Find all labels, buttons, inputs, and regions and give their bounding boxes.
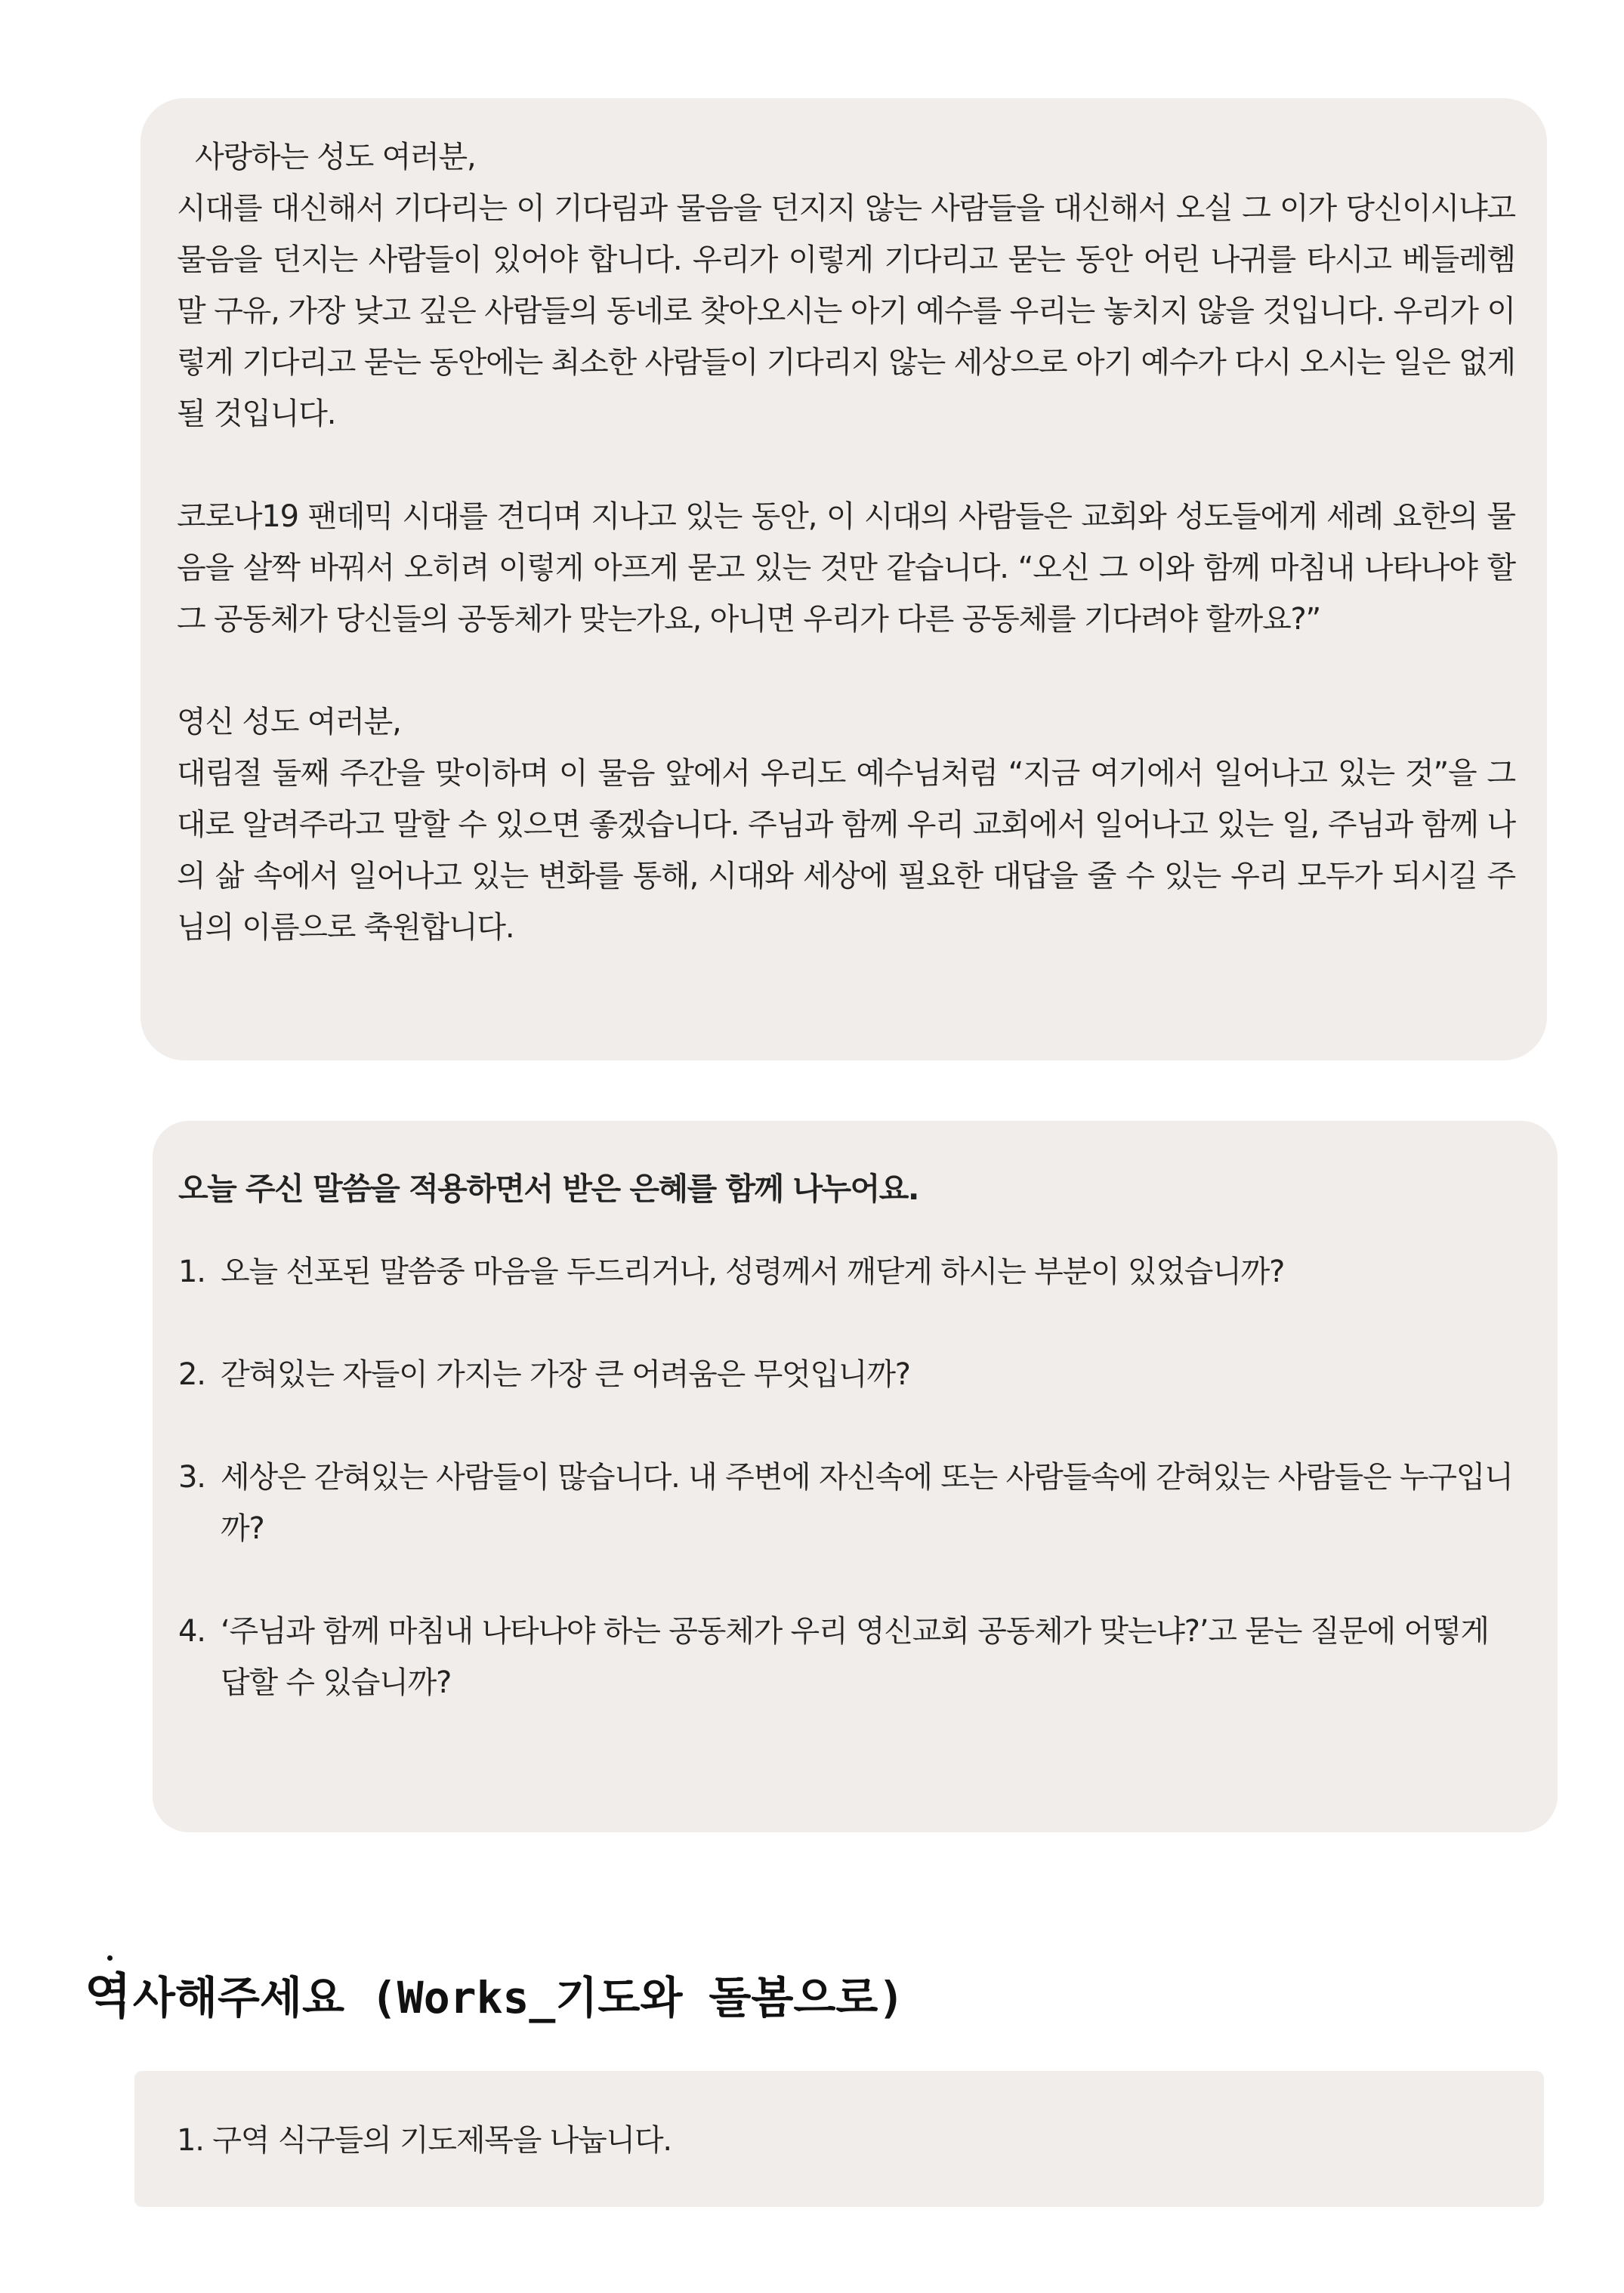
question-item — [178, 1606, 1521, 1708]
question-number: 2. — [178, 1357, 205, 1392]
question-number: 1. — [178, 1255, 205, 1289]
paragraph-gap — [177, 645, 1515, 696]
letter-paragraph: 대림절 둘째 주간을 맞이하며 이 물음 앞에서 우리도 예수님처럼 “지금 여기에서 일어나고 있는 것”을 그대로 알려주라고 말할 수 있으면 좋겠습니다. 주님과 함께 우리 교회에서 일어나고 있는 일, 주님과 함께 나의 삶 속에서 일어나고 있는 변화를 통해, 시대와 세상에 필요한 대답을 줄 수 있는 우리 모두가 되시길 주님의 이름으로 축원합니다. — [177, 756, 1515, 945]
title-first-char-text: 역 — [85, 1969, 133, 2025]
paragraph-gap — [177, 440, 1515, 491]
title-rest: 사해주세요 (Works_기도와 돌봄으로) — [132, 1972, 905, 2023]
letter-paragraph: 시대를 대신해서 기다리는 이 기다림과 물음을 던지지 않는 사람들을 대신해서 오실 그 이가 당신이시냐고 물음을 던지는 사람들이 있어야 합니다. 우리가 이렇게 기다리고 묻는 동안 어린 나귀를 타시고 베들레헴 말 구유, 가장 낮고 깊은 사람들의 동네로 찾아오시는 아기 예수를 우리는 놓치지 않을 것입니다. 우리가 이렇게 기다리고 묻는 동안에는 최소한 사람들이 기다리지 않는 세상으로 아기 예수가 다시 오시는 일은 없게 될 것입니다. — [177, 191, 1515, 431]
question-text: 갇혀있는 자들이 가지는 가장 큰 어려움은 무엇입니까? — [221, 1357, 910, 1392]
question-number: 3. — [178, 1460, 205, 1495]
question-text: ‘주님과 함께 마침내 나타나야 하는 공동체가 우리 영신교회 공동체가 맞는냐?’고 묻는 질문에 어떻게 답할 수 있습니까? — [221, 1614, 1489, 1700]
works-item-number: 1. — [177, 2123, 204, 2158]
works-item-text: 구역 식구들의 기도제목을 나눕니다. — [212, 2123, 672, 2158]
question-text: 세상은 갇혀있는 사람들이 많습니다. 내 주변에 자신속에 또는 사람들속에 갇혀있는 사람들은 누구입니까? — [221, 1460, 1513, 1546]
pastoral-letter-box — [140, 98, 1547, 1060]
title-first-char — [85, 1969, 133, 2025]
question-text: 오늘 선포된 말씀중 마음을 두드리거나, 성령께서 깨닫게 하시는 부분이 있었습니까? — [221, 1255, 1285, 1289]
letter-paragraph: 코로나19 팬데믹 시대를 견디며 지나고 있는 동안, 이 시대의 사람들은 교회와 성도들에게 세례 요한의 물음을 살짝 바꿔서 오히려 이렇게 아프게 묻고 있는 것만 같습니다. “오신 그 이와 함께 마침내 나타나야 할 그 공동체가 당신들의 공동체가 맞는가요, 아니면 우리가 다른 공동체를 기다려야 할까요?” — [177, 499, 1515, 637]
discussion-questions-box — [153, 1121, 1558, 1832]
letter-greeting: 영신 성도 여러분, — [177, 705, 401, 739]
question-item — [178, 1452, 1521, 1554]
works-box — [134, 2071, 1544, 2207]
decorative-dot — [107, 1955, 113, 1961]
question-number: 4. — [178, 1614, 205, 1649]
questions-heading: 오늘 주신 말씀을 적용하면서 받은 은혜를 함께 나누어요. — [178, 1171, 919, 1207]
letter-greeting: 사랑하는 성도 여러분, — [195, 140, 476, 174]
question-item — [178, 1349, 1521, 1400]
works-item — [177, 2118, 1514, 2163]
works-section-title — [85, 1967, 904, 2028]
question-item — [178, 1246, 1521, 1298]
